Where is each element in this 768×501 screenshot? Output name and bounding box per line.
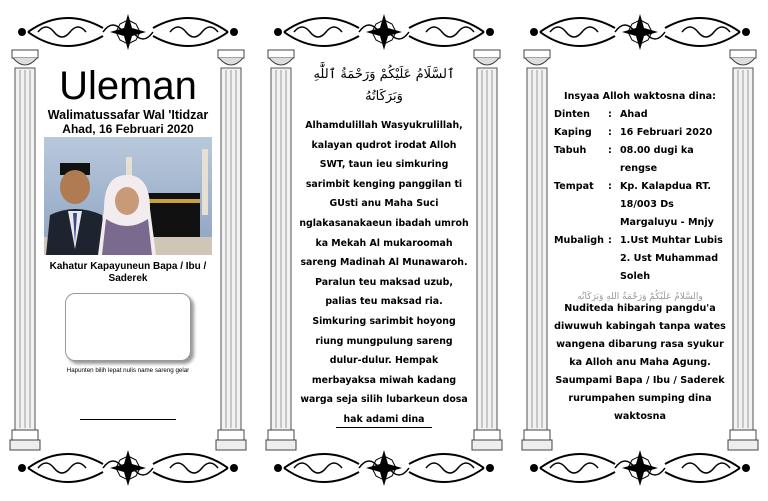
- guest-name-box[interactable]: [65, 293, 191, 361]
- pillar-right-icon: [216, 50, 246, 450]
- invitation-details-panel: [520, 10, 760, 490]
- detail-row-tabuh: Tabuh : 08.00 dugi ka rengse: [554, 145, 694, 174]
- message-body: Alhamdulillah Wasyukrulillah, kalayan qudrot irodat Alloh SWT, taun ieu simkuring sarimbit kenging panggilan ti GUsti anu Maha Suci nglakasanakaeun ibadah umroh ka Mekah Al mukaroomah sareng Madinah Al Munawaroh. Paralun teu maksad uzub, palias teu maksad ria. Simkuring sarimbit hoyong riung mungpulung sareng dulur-dulur. Hempak merbayaksa miwah kadang warga seja silih lubarkeun dosa hak adami dina: [299, 120, 469, 425]
- ornament-top-icon: [520, 10, 760, 54]
- detail-row-kaping: Kaping : 16 Februari 2020: [554, 127, 713, 138]
- note-text: Hapunten bilih lepat nulis name sareng gelar: [66, 367, 190, 374]
- detail-row-dinten: Dinten : Ahad: [554, 109, 648, 120]
- salam-calligraphy: ٱلسَّلَامُ عَلَيْكُمْ وَرَحْمَةُ ٱللَّٰهِ وَبَرَكَاتُهُ: [313, 67, 455, 104]
- pillar-left-icon: [266, 50, 296, 450]
- woman-figure-icon: [96, 169, 158, 255]
- pillar-left-icon: [10, 50, 40, 450]
- invitation-cover-panel: [8, 10, 248, 490]
- ornament-top-icon: [264, 10, 504, 54]
- pillar-right-icon: [728, 50, 758, 450]
- closing-text: Nuditeda hibaring pangdu'a diwuwuh kabingah tanpa wates wangena dibarung rasa syukur ka Alloh anu Maha Agung. Saumpami Bapa / Ibu / Saderek rurumpahen sumping dina waktosna: [554, 303, 726, 422]
- event-date: Ahad, 16 Februari 2020: [62, 122, 194, 136]
- cover-content: [42, 58, 214, 440]
- detail-row-tempat: Tempat : Kp. Kalapdua RT. 18/003 Ds Margaluyu - Mnjy: [554, 181, 714, 228]
- couple-photo: [44, 137, 212, 255]
- pillar-left-icon: [522, 50, 552, 450]
- ornament-bottom-icon: [520, 446, 760, 490]
- invitation-message-panel: [264, 10, 504, 490]
- message-content: [298, 58, 470, 425]
- detail-row-mubaligh: Mubaligh : 1.Ust Muhtar Lubis 2. Ust Muhammad Soleh: [554, 235, 723, 282]
- signature-line: [336, 427, 432, 428]
- details-content: [554, 58, 726, 440]
- schedule-intro: Insyaa Alloh waktosna dina:: [564, 91, 716, 102]
- salam-watermark: والسَّلامُ عَلَيْكُمْ وَرَحْمَةُ اللهِ وَبَرَكَاتُه: [577, 292, 703, 302]
- ornament-bottom-icon: [264, 446, 504, 490]
- page-title: Uleman: [59, 64, 197, 108]
- ornament-bottom-icon: [8, 446, 248, 490]
- greeting-text: Kahatur Kapayuneun Bapa / Ibu / Saderek: [49, 261, 207, 284]
- ornament-top-icon: [8, 10, 248, 54]
- subtitle: Walimatussafar Wal 'Itidzar: [47, 108, 209, 122]
- pillar-right-icon: [472, 50, 502, 450]
- signature-line: [80, 419, 176, 420]
